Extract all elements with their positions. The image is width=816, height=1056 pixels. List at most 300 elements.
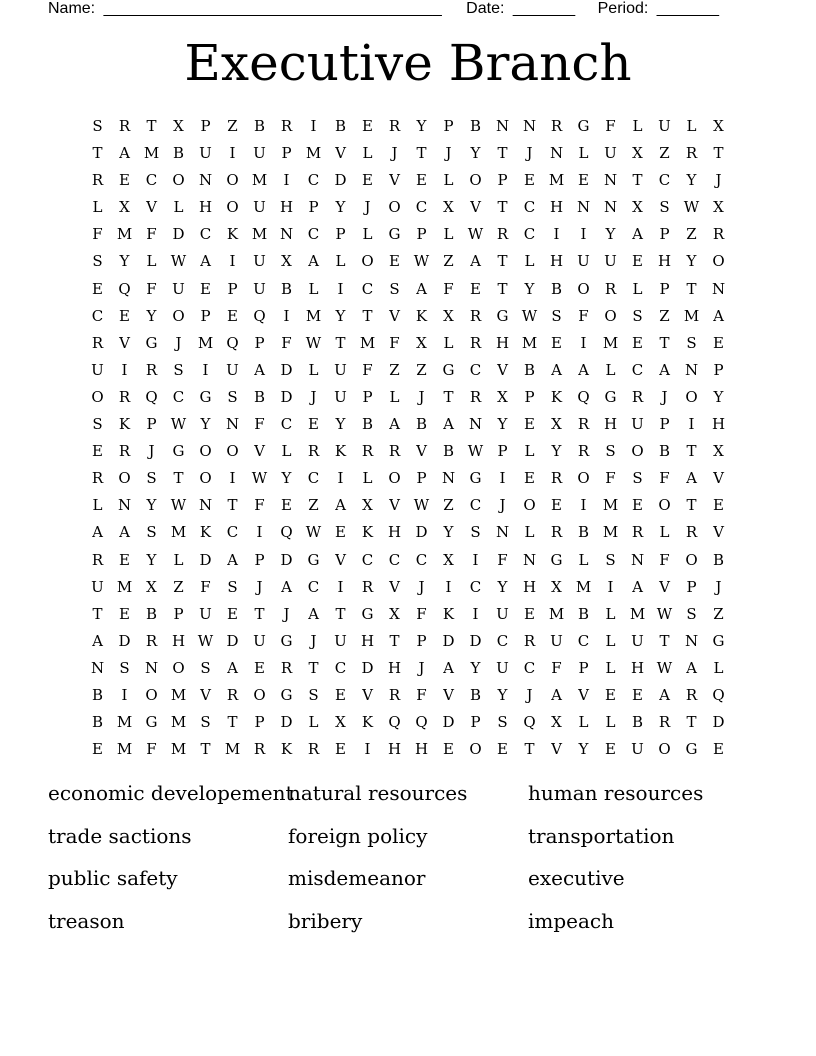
- grid-letter[interactable]: Y: [200, 415, 211, 434]
- grid-letter[interactable]: H: [630, 658, 645, 677]
- grid-letter[interactable]: R: [91, 469, 104, 488]
- grid-letter[interactable]: P: [443, 117, 454, 135]
- grid-letter[interactable]: R: [91, 333, 104, 352]
- grid-letter[interactable]: T: [497, 144, 508, 163]
- grid-letter[interactable]: O: [91, 387, 104, 406]
- grid-letter[interactable]: R: [577, 442, 590, 461]
- grid-letter[interactable]: Q: [523, 713, 536, 732]
- grid-letter[interactable]: E: [524, 469, 535, 488]
- grid-letter[interactable]: R: [631, 523, 644, 542]
- grid-letter[interactable]: K: [118, 415, 131, 434]
- grid-letter[interactable]: R: [145, 631, 158, 650]
- grid-letter[interactable]: D: [469, 631, 482, 650]
- grid-letter[interactable]: B: [577, 604, 590, 623]
- grid-letter[interactable]: T: [227, 496, 238, 515]
- grid-letter[interactable]: L: [578, 144, 589, 163]
- grid-letter[interactable]: M: [251, 225, 268, 244]
- grid-letter[interactable]: G: [577, 117, 590, 135]
- grid-letter[interactable]: R: [118, 442, 131, 461]
- grid-letter[interactable]: R: [631, 387, 644, 406]
- grid-letter[interactable]: D: [226, 631, 239, 650]
- grid-letter[interactable]: E: [605, 740, 616, 759]
- grid-letter[interactable]: R: [658, 713, 671, 732]
- grid-letter[interactable]: R: [388, 117, 401, 135]
- grid-letter[interactable]: Y: [713, 387, 724, 406]
- grid-letter[interactable]: M: [305, 306, 322, 325]
- grid-letter[interactable]: E: [524, 604, 535, 623]
- grid-letter[interactable]: E: [443, 740, 454, 759]
- grid-letter[interactable]: H: [549, 252, 564, 271]
- grid-letter[interactable]: S: [119, 658, 130, 677]
- grid-letter[interactable]: D: [442, 713, 455, 732]
- grid-letter[interactable]: T: [92, 144, 103, 163]
- grid-letter[interactable]: M: [197, 333, 214, 352]
- grid-letter[interactable]: V: [119, 333, 130, 352]
- grid-letter[interactable]: L: [713, 658, 724, 677]
- grid-letter[interactable]: C: [307, 577, 320, 596]
- grid-letter[interactable]: X: [443, 306, 454, 325]
- grid-letter[interactable]: M: [116, 740, 133, 759]
- grid-letter[interactable]: K: [442, 604, 455, 623]
- grid-letter[interactable]: X: [146, 577, 157, 596]
- grid-letter[interactable]: A: [416, 279, 427, 298]
- grid-letter[interactable]: F: [362, 360, 373, 379]
- grid-letter[interactable]: O: [577, 279, 590, 298]
- grid-letter[interactable]: T: [497, 279, 508, 298]
- grid-letter[interactable]: L: [524, 252, 535, 271]
- grid-letter[interactable]: S: [686, 604, 697, 623]
- grid-letter[interactable]: W: [170, 252, 187, 271]
- grid-letter[interactable]: I: [499, 469, 506, 488]
- grid-letter[interactable]: F: [605, 117, 616, 135]
- grid-letter[interactable]: O: [172, 306, 185, 325]
- grid-letter[interactable]: O: [604, 306, 617, 325]
- grid-letter[interactable]: P: [659, 225, 670, 244]
- grid-letter[interactable]: C: [280, 415, 293, 434]
- grid-letter[interactable]: E: [227, 604, 238, 623]
- grid-letter[interactable]: A: [686, 658, 697, 677]
- grid-letter[interactable]: C: [415, 198, 428, 217]
- grid-letter[interactable]: B: [442, 442, 455, 461]
- grid-letter[interactable]: U: [199, 144, 212, 163]
- grid-letter[interactable]: G: [442, 360, 455, 379]
- grid-letter[interactable]: Y: [146, 306, 157, 325]
- grid-letter[interactable]: A: [389, 415, 400, 434]
- grid-letter[interactable]: I: [364, 740, 371, 759]
- grid-letter[interactable]: N: [117, 496, 132, 515]
- grid-letter[interactable]: R: [307, 740, 320, 759]
- grid-letter[interactable]: O: [172, 171, 185, 190]
- grid-letter[interactable]: I: [283, 171, 290, 190]
- grid-letter[interactable]: F: [551, 658, 562, 677]
- grid-letter[interactable]: Q: [280, 523, 293, 542]
- grid-letter[interactable]: K: [280, 740, 293, 759]
- grid-letter[interactable]: U: [631, 740, 644, 759]
- grid-letter[interactable]: Y: [335, 306, 346, 325]
- grid-letter[interactable]: O: [145, 685, 158, 704]
- grid-letter[interactable]: P: [524, 387, 535, 406]
- grid-letter[interactable]: Y: [686, 171, 697, 190]
- grid-letter[interactable]: N: [468, 415, 483, 434]
- grid-letter[interactable]: L: [605, 360, 616, 379]
- grid-letter[interactable]: T: [389, 631, 400, 650]
- grid-letter[interactable]: P: [200, 306, 211, 325]
- grid-letter[interactable]: E: [362, 171, 373, 190]
- grid-letter[interactable]: X: [551, 415, 562, 434]
- grid-letter[interactable]: Z: [443, 252, 454, 271]
- grid-letter[interactable]: E: [632, 496, 643, 515]
- grid-letter[interactable]: X: [713, 198, 724, 217]
- grid-letter[interactable]: B: [145, 604, 158, 623]
- grid-letter[interactable]: N: [603, 198, 618, 217]
- grid-letter[interactable]: F: [416, 604, 427, 623]
- grid-letter[interactable]: W: [170, 415, 187, 434]
- grid-letter[interactable]: E: [119, 171, 130, 190]
- grid-letter[interactable]: C: [469, 360, 482, 379]
- grid-letter[interactable]: R: [523, 631, 536, 650]
- grid-letter[interactable]: T: [200, 740, 211, 759]
- grid-letter[interactable]: R: [280, 658, 293, 677]
- grid-letter[interactable]: M: [548, 604, 565, 623]
- grid-letter[interactable]: Y: [470, 658, 481, 677]
- grid-letter[interactable]: F: [146, 279, 157, 298]
- grid-letter[interactable]: B: [523, 360, 536, 379]
- grid-letter[interactable]: N: [684, 631, 699, 650]
- grid-letter[interactable]: T: [524, 740, 535, 759]
- grid-letter[interactable]: Q: [415, 713, 428, 732]
- grid-letter[interactable]: P: [497, 171, 508, 190]
- grid-letter[interactable]: O: [199, 442, 212, 461]
- grid-letter[interactable]: U: [334, 631, 347, 650]
- grid-letter[interactable]: O: [361, 252, 374, 271]
- grid-letter[interactable]: E: [335, 740, 346, 759]
- grid-letter[interactable]: K: [361, 523, 374, 542]
- grid-letter[interactable]: P: [173, 604, 184, 623]
- grid-letter[interactable]: W: [467, 225, 484, 244]
- grid-letter[interactable]: Y: [443, 523, 454, 542]
- grid-letter[interactable]: B: [172, 144, 185, 163]
- grid-letter[interactable]: B: [577, 523, 590, 542]
- grid-letter[interactable]: G: [685, 740, 698, 759]
- grid-letter[interactable]: J: [391, 144, 398, 163]
- grid-letter[interactable]: S: [389, 279, 400, 298]
- grid-letter[interactable]: S: [227, 387, 238, 406]
- grid-letter[interactable]: R: [253, 740, 266, 759]
- grid-letter[interactable]: K: [415, 306, 428, 325]
- grid-letter[interactable]: U: [604, 252, 617, 271]
- grid-letter[interactable]: Z: [443, 496, 454, 515]
- grid-letter[interactable]: E: [578, 171, 589, 190]
- grid-letter[interactable]: A: [227, 658, 238, 677]
- grid-letter[interactable]: H: [603, 415, 618, 434]
- grid-letter[interactable]: A: [92, 631, 103, 650]
- grid-letter[interactable]: D: [712, 713, 725, 732]
- grid-letter[interactable]: L: [281, 442, 292, 461]
- grid-letter[interactable]: W: [305, 333, 322, 352]
- grid-letter[interactable]: B: [631, 713, 644, 732]
- grid-letter[interactable]: T: [254, 604, 265, 623]
- grid-letter[interactable]: X: [713, 117, 724, 135]
- grid-letter[interactable]: Y: [470, 144, 481, 163]
- grid-letter[interactable]: X: [335, 713, 346, 732]
- grid-letter[interactable]: Z: [659, 144, 670, 163]
- grid-letter[interactable]: P: [254, 713, 265, 732]
- grid-letter[interactable]: S: [173, 360, 184, 379]
- grid-letter[interactable]: J: [418, 658, 425, 677]
- grid-letter[interactable]: X: [173, 117, 184, 135]
- grid-letter[interactable]: Y: [524, 279, 535, 298]
- grid-letter[interactable]: C: [658, 171, 671, 190]
- grid-letter[interactable]: C: [631, 360, 644, 379]
- grid-letter[interactable]: R: [226, 685, 239, 704]
- grid-letter[interactable]: L: [578, 713, 589, 732]
- grid-letter[interactable]: I: [553, 225, 560, 244]
- grid-letter[interactable]: I: [121, 685, 128, 704]
- grid-letter[interactable]: R: [469, 333, 482, 352]
- grid-letter[interactable]: E: [335, 523, 346, 542]
- grid-letter[interactable]: I: [229, 144, 236, 163]
- grid-letter[interactable]: M: [116, 713, 133, 732]
- grid-letter[interactable]: S: [497, 713, 508, 732]
- grid-letter[interactable]: E: [119, 604, 130, 623]
- name-field[interactable]: ______________________________________: [103, 0, 442, 17]
- grid-letter[interactable]: Z: [389, 360, 400, 379]
- grid-letter[interactable]: M: [170, 523, 187, 542]
- grid-letter[interactable]: P: [416, 631, 427, 650]
- grid-letter[interactable]: Z: [227, 117, 238, 135]
- grid-letter[interactable]: O: [469, 171, 482, 190]
- grid-letter[interactable]: F: [92, 225, 103, 244]
- grid-letter[interactable]: N: [198, 496, 213, 515]
- grid-letter[interactable]: P: [254, 333, 265, 352]
- grid-letter[interactable]: O: [658, 496, 671, 515]
- grid-letter[interactable]: R: [712, 225, 725, 244]
- grid-letter[interactable]: U: [253, 144, 266, 163]
- grid-letter[interactable]: F: [605, 469, 616, 488]
- grid-letter[interactable]: V: [254, 442, 265, 461]
- grid-letter[interactable]: Q: [712, 685, 725, 704]
- grid-letter[interactable]: E: [632, 685, 643, 704]
- grid-letter[interactable]: R: [388, 685, 401, 704]
- grid-letter[interactable]: W: [197, 631, 214, 650]
- grid-letter[interactable]: T: [335, 604, 346, 623]
- grid-letter[interactable]: Y: [281, 469, 292, 488]
- grid-letter[interactable]: W: [683, 198, 700, 217]
- grid-letter[interactable]: B: [469, 117, 482, 135]
- grid-letter[interactable]: I: [202, 360, 209, 379]
- grid-letter[interactable]: U: [604, 144, 617, 163]
- grid-letter[interactable]: N: [549, 144, 564, 163]
- grid-letter[interactable]: N: [603, 171, 618, 190]
- grid-letter[interactable]: E: [551, 333, 562, 352]
- grid-letter[interactable]: T: [146, 117, 157, 135]
- grid-letter[interactable]: H: [198, 198, 213, 217]
- grid-letter[interactable]: I: [472, 550, 479, 569]
- grid-letter[interactable]: A: [119, 144, 130, 163]
- grid-letter[interactable]: J: [310, 387, 317, 406]
- grid-letter[interactable]: P: [281, 144, 292, 163]
- grid-letter[interactable]: K: [361, 713, 374, 732]
- grid-letter[interactable]: O: [226, 171, 239, 190]
- grid-letter[interactable]: U: [577, 252, 590, 271]
- grid-letter[interactable]: E: [119, 550, 130, 569]
- grid-letter[interactable]: M: [521, 333, 538, 352]
- grid-letter[interactable]: M: [170, 685, 187, 704]
- grid-letter[interactable]: P: [335, 225, 346, 244]
- grid-letter[interactable]: N: [576, 198, 591, 217]
- grid-letter[interactable]: F: [389, 333, 400, 352]
- grid-letter[interactable]: N: [90, 658, 105, 677]
- grid-letter[interactable]: V: [470, 198, 481, 217]
- grid-letter[interactable]: O: [577, 469, 590, 488]
- grid-letter[interactable]: O: [469, 740, 482, 759]
- grid-letter[interactable]: A: [659, 360, 670, 379]
- grid-letter[interactable]: D: [280, 550, 293, 569]
- grid-letter[interactable]: S: [92, 415, 103, 434]
- grid-letter[interactable]: V: [659, 577, 670, 596]
- grid-letter[interactable]: R: [685, 685, 698, 704]
- grid-letter[interactable]: J: [148, 442, 155, 461]
- grid-letter[interactable]: O: [172, 658, 185, 677]
- grid-letter[interactable]: Z: [416, 360, 427, 379]
- grid-letter[interactable]: G: [550, 550, 563, 569]
- grid-letter[interactable]: U: [496, 604, 509, 623]
- grid-letter[interactable]: V: [551, 740, 562, 759]
- grid-letter[interactable]: P: [308, 198, 319, 217]
- grid-letter[interactable]: N: [495, 523, 510, 542]
- grid-letter[interactable]: F: [146, 225, 157, 244]
- grid-letter[interactable]: R: [307, 442, 320, 461]
- grid-letter[interactable]: T: [686, 496, 697, 515]
- grid-letter[interactable]: C: [307, 225, 320, 244]
- grid-letter[interactable]: S: [632, 469, 643, 488]
- grid-letter[interactable]: T: [713, 144, 724, 163]
- grid-letter[interactable]: B: [280, 279, 293, 298]
- grid-letter[interactable]: L: [308, 360, 319, 379]
- grid-letter[interactable]: L: [578, 550, 589, 569]
- grid-letter[interactable]: T: [335, 333, 346, 352]
- grid-letter[interactable]: W: [413, 496, 430, 515]
- grid-letter[interactable]: J: [715, 577, 722, 596]
- grid-letter[interactable]: J: [418, 387, 425, 406]
- grid-letter[interactable]: G: [172, 442, 185, 461]
- grid-letter[interactable]: A: [308, 252, 319, 271]
- grid-letter[interactable]: U: [199, 604, 212, 623]
- grid-letter[interactable]: I: [580, 333, 587, 352]
- grid-letter[interactable]: E: [497, 740, 508, 759]
- grid-letter[interactable]: I: [283, 306, 290, 325]
- grid-letter[interactable]: B: [253, 387, 266, 406]
- grid-letter[interactable]: N: [711, 279, 726, 298]
- grid-letter[interactable]: R: [361, 442, 374, 461]
- grid-letter[interactable]: N: [522, 117, 537, 135]
- grid-letter[interactable]: E: [389, 252, 400, 271]
- grid-letter[interactable]: I: [337, 577, 344, 596]
- grid-letter[interactable]: L: [686, 117, 697, 135]
- grid-letter[interactable]: X: [389, 604, 400, 623]
- grid-letter[interactable]: E: [92, 442, 103, 461]
- grid-letter[interactable]: J: [418, 577, 425, 596]
- grid-letter[interactable]: N: [198, 171, 213, 190]
- grid-letter[interactable]: D: [280, 360, 293, 379]
- grid-letter[interactable]: Y: [497, 415, 508, 434]
- grid-letter[interactable]: Z: [659, 306, 670, 325]
- grid-letter[interactable]: O: [712, 252, 725, 271]
- grid-letter[interactable]: G: [199, 387, 212, 406]
- grid-letter[interactable]: N: [684, 360, 699, 379]
- grid-letter[interactable]: J: [526, 144, 533, 163]
- grid-letter[interactable]: O: [118, 469, 131, 488]
- grid-letter[interactable]: U: [253, 198, 266, 217]
- grid-letter[interactable]: P: [659, 279, 670, 298]
- grid-letter[interactable]: R: [496, 225, 509, 244]
- grid-letter[interactable]: G: [145, 333, 158, 352]
- grid-letter[interactable]: N: [630, 550, 645, 569]
- grid-letter[interactable]: H: [387, 523, 402, 542]
- grid-letter[interactable]: L: [173, 550, 184, 569]
- grid-letter[interactable]: P: [416, 225, 427, 244]
- grid-letter[interactable]: L: [605, 713, 616, 732]
- grid-letter[interactable]: E: [281, 496, 292, 515]
- grid-letter[interactable]: G: [145, 713, 158, 732]
- grid-letter[interactable]: R: [550, 523, 563, 542]
- grid-letter[interactable]: E: [713, 333, 724, 352]
- grid-letter[interactable]: G: [307, 550, 320, 569]
- grid-letter[interactable]: O: [253, 685, 266, 704]
- grid-letter[interactable]: T: [497, 198, 508, 217]
- grid-letter[interactable]: X: [416, 333, 427, 352]
- grid-letter[interactable]: S: [605, 442, 616, 461]
- grid-letter[interactable]: A: [551, 360, 562, 379]
- grid-letter[interactable]: E: [92, 740, 103, 759]
- grid-letter[interactable]: H: [549, 198, 564, 217]
- grid-letter[interactable]: C: [469, 577, 482, 596]
- grid-letter[interactable]: W: [251, 469, 268, 488]
- grid-letter[interactable]: T: [659, 333, 670, 352]
- grid-letter[interactable]: I: [121, 360, 128, 379]
- grid-letter[interactable]: A: [632, 577, 643, 596]
- grid-letter[interactable]: K: [199, 523, 212, 542]
- grid-letter[interactable]: I: [580, 225, 587, 244]
- grid-letter[interactable]: E: [335, 685, 346, 704]
- grid-letter[interactable]: I: [310, 117, 317, 135]
- grid-letter[interactable]: X: [119, 198, 130, 217]
- grid-letter[interactable]: C: [307, 171, 320, 190]
- grid-letter[interactable]: I: [688, 415, 695, 434]
- grid-letter[interactable]: C: [577, 631, 590, 650]
- grid-letter[interactable]: Q: [226, 333, 239, 352]
- grid-letter[interactable]: U: [253, 279, 266, 298]
- grid-letter[interactable]: S: [227, 577, 238, 596]
- grid-letter[interactable]: M: [548, 171, 565, 190]
- period-field[interactable]: _______: [656, 0, 720, 17]
- grid-letter[interactable]: E: [227, 306, 238, 325]
- grid-letter[interactable]: M: [170, 740, 187, 759]
- grid-letter[interactable]: C: [145, 171, 158, 190]
- grid-letter[interactable]: V: [713, 469, 724, 488]
- grid-letter[interactable]: M: [602, 496, 619, 515]
- grid-letter[interactable]: M: [116, 577, 133, 596]
- grid-letter[interactable]: R: [145, 360, 158, 379]
- grid-letter[interactable]: P: [146, 415, 157, 434]
- grid-letter[interactable]: V: [389, 171, 400, 190]
- grid-letter[interactable]: Y: [146, 496, 157, 515]
- grid-letter[interactable]: W: [467, 442, 484, 461]
- grid-letter[interactable]: Q: [388, 713, 401, 732]
- grid-letter[interactable]: L: [605, 604, 616, 623]
- grid-letter[interactable]: E: [524, 171, 535, 190]
- grid-letter[interactable]: R: [577, 415, 590, 434]
